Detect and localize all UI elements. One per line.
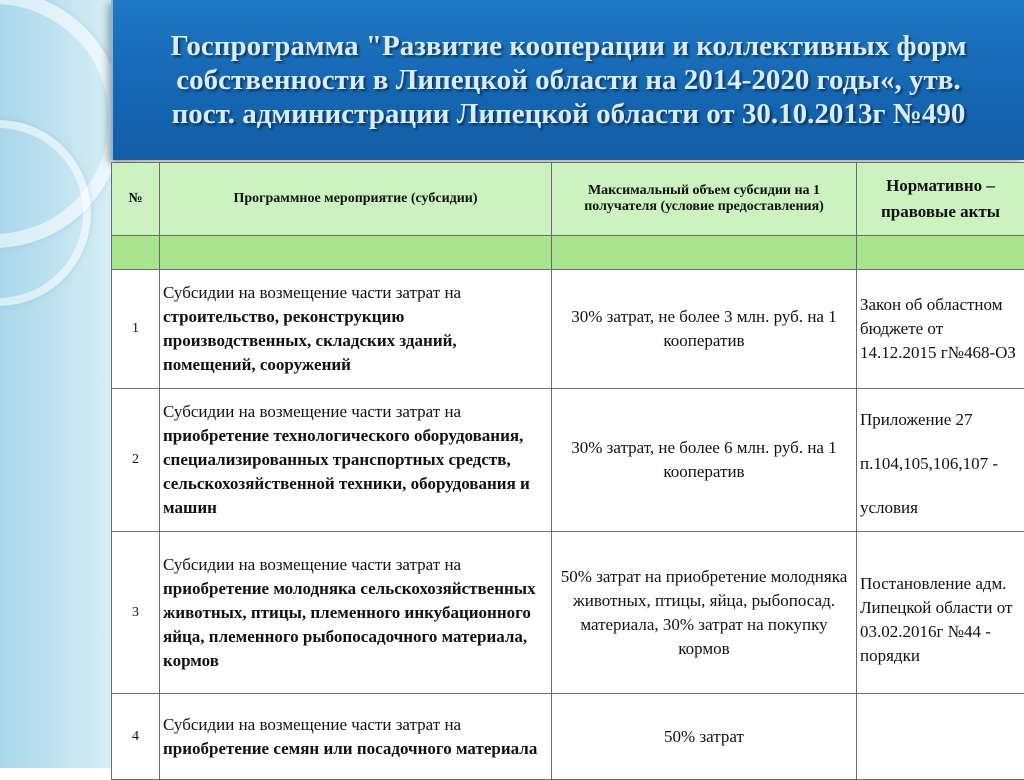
row-description: Субсидии на возмещение части затрат на приобретение молодняка сельскохозяйственных животных, птицы, племенного инкубационного яйца, племенного рыбопосадочного материала, кормов — [160, 532, 552, 694]
row-amount: 50% затрат на приобретение молодняка животных, птицы, яйца, рыбопосад. материала, 30% затрат на покупку кормов — [552, 532, 857, 694]
row-description: Субсидии на возмещение части затрат на приобретение семян или посадочного материала — [160, 694, 552, 780]
row-legal — [857, 694, 1024, 780]
row-legal: Закон об областном бюджете от 14.12.2015 г№468-ОЗ — [857, 270, 1024, 389]
row-description: Субсидии на возмещение части затрат на строительство, реконструкцию производственных, складских зданий, помещений, сооружений — [160, 270, 552, 389]
header-num: № — [112, 163, 160, 236]
slide-title: Госпрограмма "Развитие кооперации и коллективных форм собственности в Липецкой области на 2014-2020 годы«, утв. пост. администрации Липецкой области от 30.10.2013г №490 — [113, 29, 1024, 131]
header-amount: Максимальный объем субсидии на 1 получателя (условие предоставления) — [552, 163, 857, 236]
row-amount: 30% затрат, не более 6 млн. руб. на 1 кооператив — [552, 389, 857, 532]
header-legal: Нормативно – правовые акты — [857, 163, 1024, 236]
row-number: 3 — [112, 532, 160, 694]
table-row — [112, 694, 1024, 780]
table-row — [112, 270, 1024, 389]
row-amount: 30% затрат, не более 3 млн. руб. на 1 кооператив — [552, 270, 857, 389]
title-banner — [111, 0, 1024, 160]
row-legal: Постановление адм. Липецкой области от 03.02.2016г №44 - порядки — [857, 532, 1024, 694]
row-amount: 50% затрат — [552, 694, 857, 780]
row-description: Субсидии на возмещение части затрат на приобретение технологического оборудования, специализированных транспортных средств, сельскохозяйственной техники, оборудования и машин — [160, 389, 552, 532]
subsidy-table — [111, 162, 1024, 780]
row-number: 4 — [112, 694, 160, 780]
header-event: Программное мероприятие (субсидии) — [160, 163, 552, 236]
table-header-row — [112, 163, 1024, 236]
table-row — [112, 532, 1024, 694]
table-separator-row — [112, 236, 1024, 270]
row-legal: Приложение 27 п.104,105,106,107 - условия — [857, 389, 1024, 532]
row-number: 1 — [112, 270, 160, 389]
row-number: 2 — [112, 389, 160, 532]
table-row — [112, 389, 1024, 532]
